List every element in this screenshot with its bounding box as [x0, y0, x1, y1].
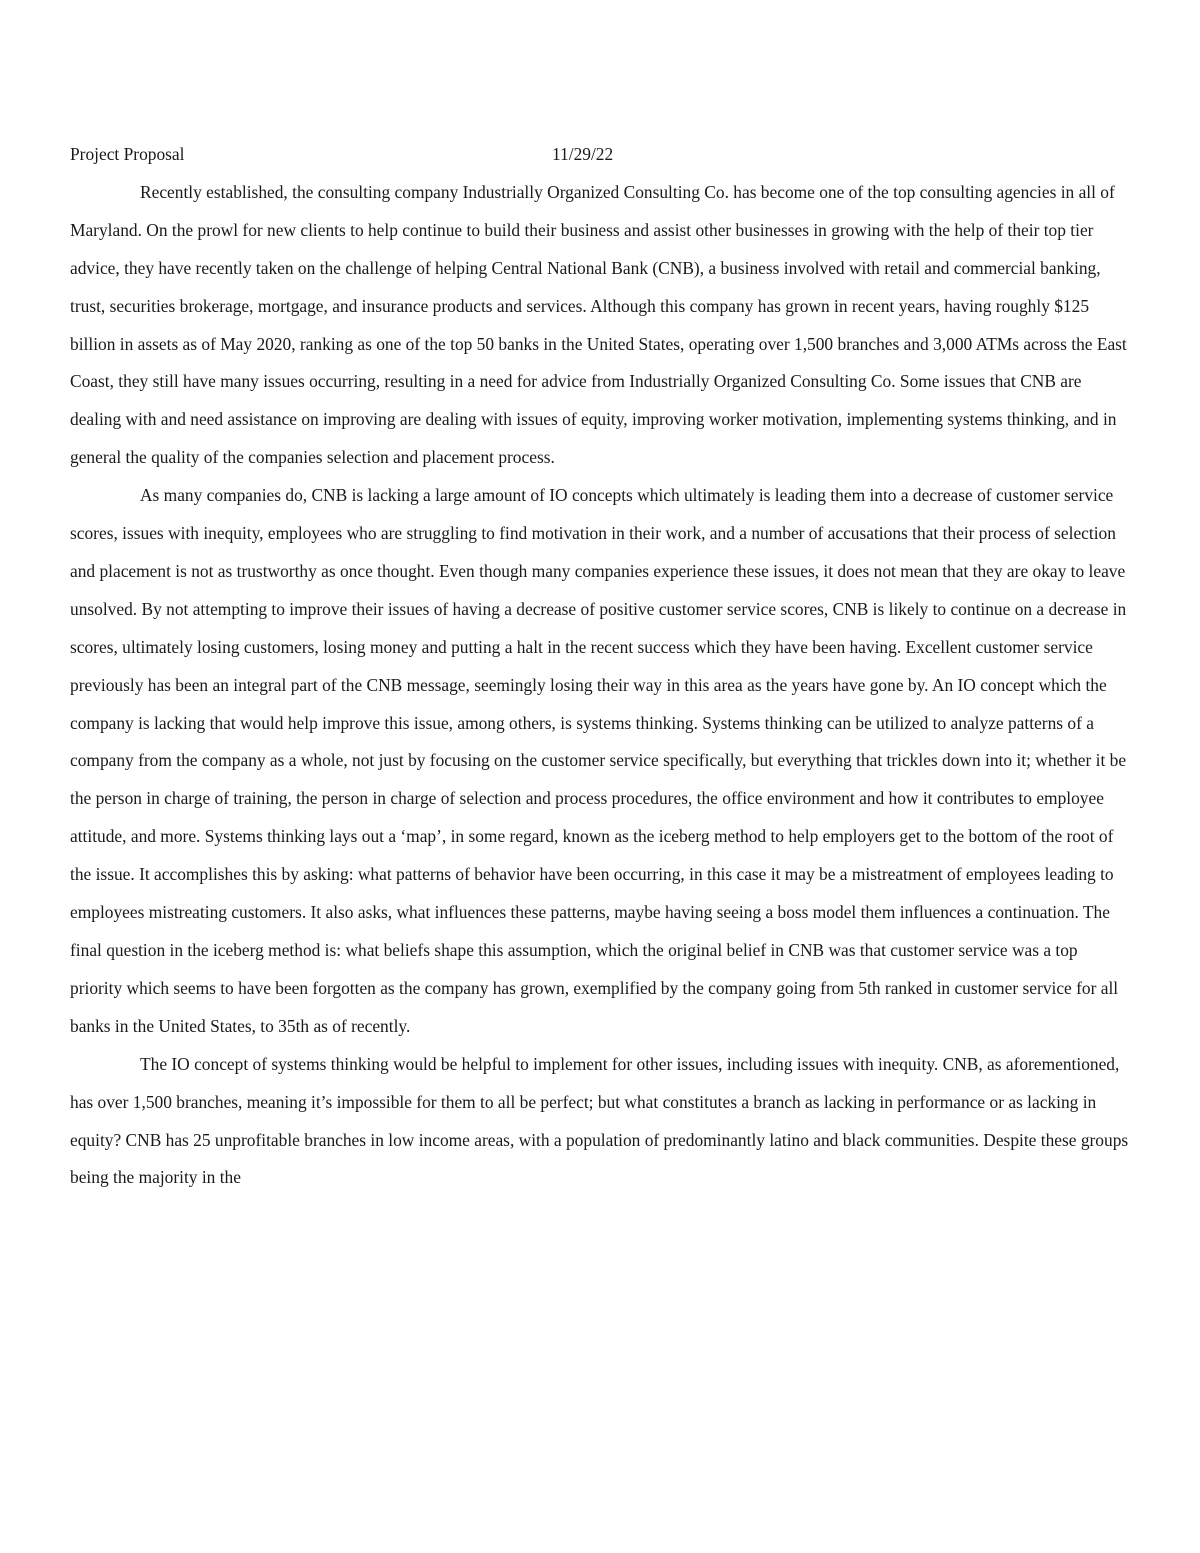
paragraph-inequity: The IO concept of systems thinking would be helpful to implement for other issues, including issues with inequity. CNB, as aforementioned, has over 1,500 branches, meaning it’s impossible for them to all be perfect; but what constitutes a branch as lacking in performance or as lacking in equity? CNB has 25 unprofitable branches in low income areas, with a population of predominantly latino and black communities. Despite these groups being the majority in the [70, 1053, 1129, 1188]
document-header [70, 136, 1130, 174]
paragraph-systems-thinking: As many companies do, CNB is lacking a large amount of IO concepts which ultimately is leading them into a decrease of customer service scores, issues with inequity, employees who are struggling to find motivation in their work, and a number of accusations that their process of selection and placement is not as trustworthy as once thought. Even though many companies experience these issues, it does not mean that they are okay to leave unsolved. By not attempting to improve their issues of having a decrease of positive customer service scores, CNB is likely to continue on a decrease in scores, ultimately losing customers, losing money and putting a halt in the recent success which they have been having. Excellent customer service previously has been an integral part of the CNB message, seemingly losing their way in this area as the years have gone by. An IO concept which the company is lacking that would help improve this issue, among others, is systems thinking. Systems thinking can be utilized to analyze patterns of a company from the company as a whole, not just by focusing on the customer service specifically, but everything that trickles down into it; whether it be the person in charge of training, the person in charge of selection and process procedures, the office environment and how it contributes to employee attitude, and more. Systems thinking lays out a ‘map’, in some regard, known as the iceberg method to help employers get to the bottom of the root of the issue. It accomplishes this by asking: what patterns of behavior have been occurring, in this case it may be a mistreatment of employees leading to employees mistreating customers. It also asks, what influences these patterns, maybe having seeing a boss model them influences a continuation. The final question in the iceberg method is: what beliefs shape this assumption, which the original belief in CNB was that customer service was a top priority which seems to have been forgotten as the company has grown, exemplified by the company going from 5th ranked in customer service for all banks in the United States, to 35th as of recently. [70, 485, 1127, 1036]
paragraph-introduction: Recently established, the consulting company Industrially Organized Consulting Co. has become one of the top consulting agencies in all of Maryland. On the prowl for new clients to help continue to build their business and assist other businesses in growing with the help of their top tier advice, they have recently taken on the challenge of helping Central National Bank (CNB), a business involved with retail and commercial banking, trust, securities brokerage, mortgage, and insurance products and services. Although this company has grown in recent years, having roughly $125 billion in assets as of May 2020, ranking as one of the top 50 banks in the United States, operating over 1,500 branches and 3,000 ATMs across the East Coast, they still have many issues occurring, resulting in a need for advice from Industrially Organized Consulting Co. Some issues that CNB are dealing with and need assistance on improving are dealing with issues of equity, improving worker motivation, implementing systems thinking, and in general the quality of the companies selection and placement process. [70, 181, 1127, 468]
document-title: Project Proposal [70, 144, 185, 164]
document-date: 11/29/22 [552, 144, 614, 164]
document-body [70, 136, 1130, 1197]
